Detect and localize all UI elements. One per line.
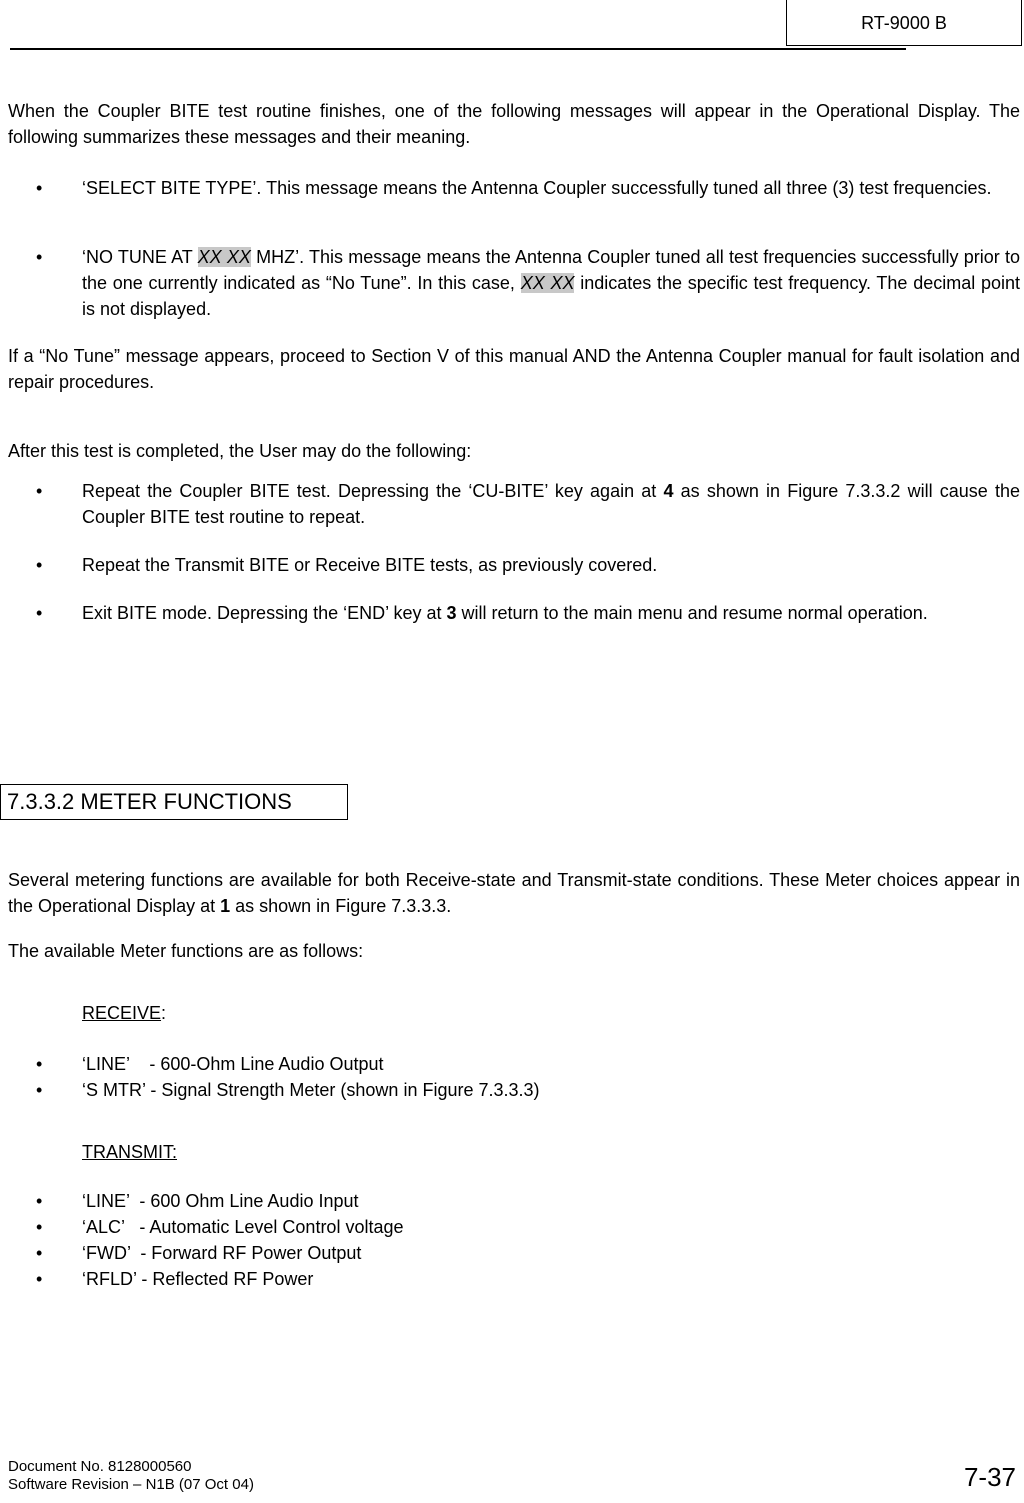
bullet-icon: • <box>36 603 43 623</box>
placeholder-frequency: XX XX <box>520 273 575 293</box>
bullet-icon: • <box>36 247 43 267</box>
meter-intro: Several metering functions are available for both Receive-state and Transmit-state conditions. These Meter choices appear in the Operational Display at 1 as shown in Figure 7.3.3.3. <box>8 870 1020 916</box>
bullet-icon: • <box>36 1080 43 1100</box>
message-text: ‘SELECT BITE TYPE’. This message means the Antenna Coupler successfully tuned all three (3) test frequencies. <box>82 178 992 198</box>
transmit-item-text: ‘ALC’ - Automatic Level Control voltage <box>82 1217 404 1237</box>
option-text: Exit BITE mode. Depressing the ‘END’ key at 3 will return to the main menu and resume normal operation. <box>82 603 928 623</box>
header-rule <box>10 48 906 50</box>
section-heading: 7.3.3.2 METER FUNCTIONS <box>0 784 348 820</box>
bullet-icon: • <box>36 1269 43 1289</box>
receive-item-text: ‘LINE’ - 600-Ohm Line Audio Output <box>82 1054 384 1074</box>
option-text: Repeat the Coupler BITE test. Depressing the ‘CU-BITE’ key again at 4 as shown in Figure 7.3.3.2 will cause the Coupler BITE test routine to repeat. <box>82 481 1020 527</box>
transmit-item-text: ‘FWD’ - Forward RF Power Output <box>82 1243 362 1263</box>
bullet-icon: • <box>36 1054 43 1074</box>
transmit-item-text: ‘RFLD’ - Reflected RF Power <box>82 1269 314 1289</box>
option-text: Repeat the Transmit BITE or Receive BITE tests, as previously covered. <box>82 555 658 575</box>
key-number: 3 <box>446 603 457 623</box>
placeholder-frequency: XX XX <box>197 247 251 267</box>
bullet-icon: • <box>36 481 43 501</box>
after-test-text: After this test is completed, the User may do the following: <box>8 441 472 461</box>
key-number: 4 <box>663 481 674 501</box>
document-number: Document No. 8128000560 <box>8 1458 192 1475</box>
bullet-icon: • <box>36 555 43 575</box>
receive-item-text: ‘S MTR’ - Signal Strength Meter (shown in Figure 7.3.3.3) <box>82 1080 540 1100</box>
transmit-item-text: ‘LINE’ - 600 Ohm Line Audio Input <box>82 1191 359 1211</box>
message-text: ‘NO TUNE AT XX XX MHZ’. This message means the Antenna Coupler tuned all test frequencies successfully prior to the one currently indicated as “No Tune”. In this case, XX XX indicates the specific test frequency. The decimal point is not displayed. <box>82 247 1020 319</box>
bullet-icon: • <box>36 1191 43 1211</box>
receive-heading: RECEIVE: <box>82 1003 167 1023</box>
bullet-icon: • <box>36 1217 43 1237</box>
bullet-icon: • <box>36 178 43 198</box>
transmit-heading: TRANSMIT: <box>82 1142 178 1162</box>
bullet-icon: • <box>36 1243 43 1263</box>
key-number: 1 <box>220 896 231 916</box>
no-tune-note: If a “No Tune” message appears, proceed to Section V of this manual AND the Antenna Coupler manual for fault isolation and repair procedures. <box>8 346 1020 392</box>
available-text: The available Meter functions are as follows: <box>8 941 364 961</box>
intro-paragraph: When the Coupler BITE test routine finishes, one of the following messages will appear in the Operational Display. The following summarizes these messages and their meaning. <box>8 101 1020 147</box>
footer-document-info <box>8 1458 254 1494</box>
document-id-box: RT-9000 B <box>786 0 1022 46</box>
page-number: 7-37 <box>963 1462 1016 1492</box>
software-revision: Software Revision – N1B (07 Oct 04) <box>8 1476 254 1493</box>
